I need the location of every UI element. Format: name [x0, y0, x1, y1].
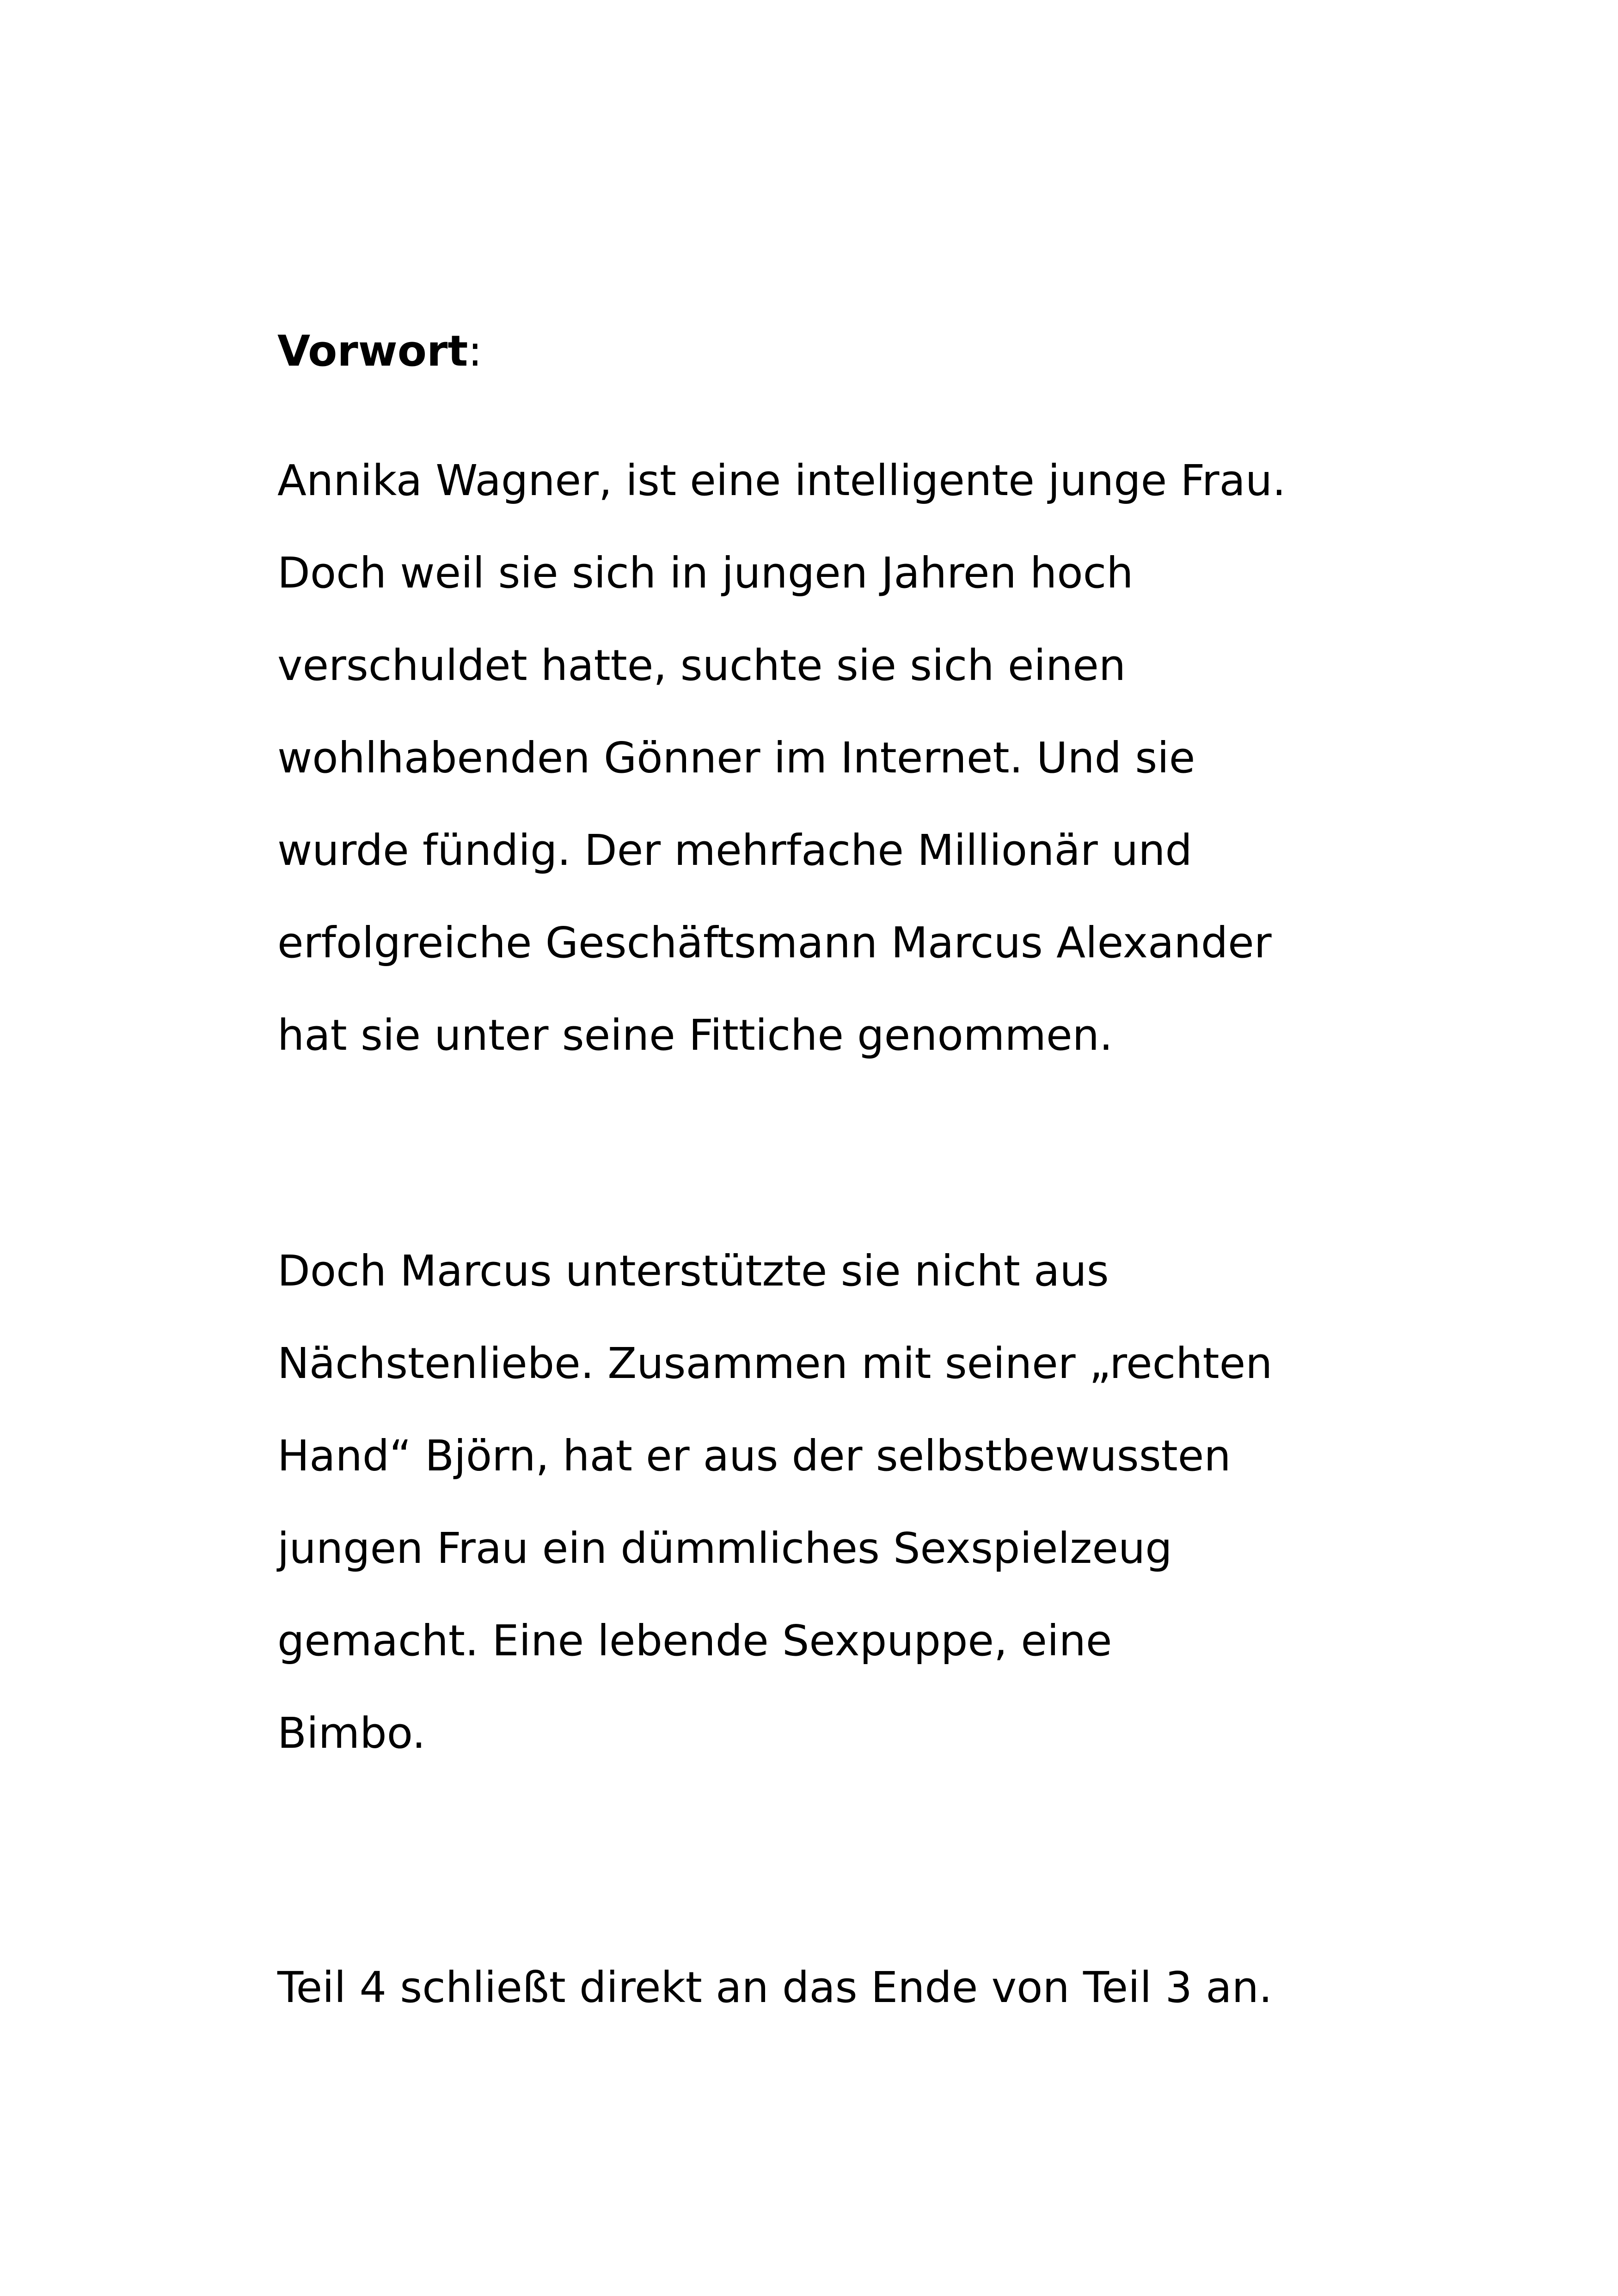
heading [277, 314, 482, 388]
paragraph-line: Teil 4 schließt direkt an das Ende von Teil 3 an. [277, 1963, 1273, 2012]
paragraph-line: hat sie unter seine Fittiche genommen. [277, 1010, 1113, 1060]
paragraph-line: Nächstenliebe. Zusammen mit seiner „rechten [277, 1339, 1273, 1388]
paragraph-line: Hand“ Björn, hat er aus der selbstbewussten [277, 1431, 1231, 1481]
paragraph-marcus [277, 1225, 1272, 1780]
heading-title: Vorwort [277, 326, 468, 376]
paragraph-line: Annika Wagner, ist eine intelligente junge Frau. [277, 456, 1286, 505]
paragraph-intro [277, 435, 1286, 1082]
paragraph-line: wurde fündig. Der mehrfache Millionär und [277, 826, 1192, 875]
paragraph-line: jungen Frau ein dümmliches Sexspielzeug [277, 1524, 1172, 1573]
paragraph-line: erfolgreiche Geschäftsmann Marcus Alexander [277, 918, 1272, 967]
paragraph-line: Bimbo. [277, 1708, 426, 1758]
paragraph-line: Doch weil sie sich in jungen Jahren hoch [277, 548, 1134, 598]
paragraph-continuation-note [277, 1941, 1272, 2034]
paragraph-line: gemacht. Eine lebende Sexpuppe, eine [277, 1616, 1112, 1665]
paragraph-line: verschuldet hatte, suchte sie sich einen [277, 641, 1126, 690]
paragraph-line: wohlhabenden Gönner im Internet. Und sie [277, 733, 1195, 783]
heading-colon: : [468, 326, 483, 376]
paragraph-line: Doch Marcus unterstützte sie nicht aus [277, 1246, 1109, 1296]
